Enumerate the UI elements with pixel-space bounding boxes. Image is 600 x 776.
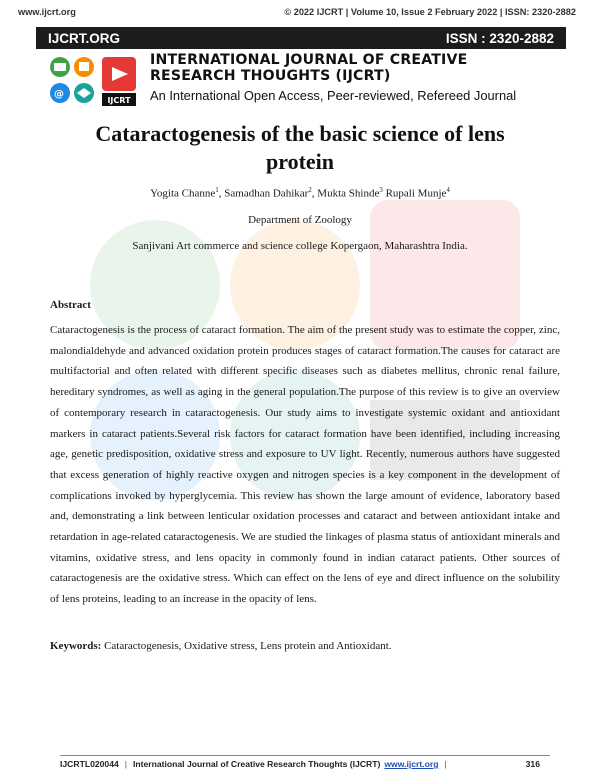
footer-separator: | xyxy=(444,759,447,769)
page-footer xyxy=(60,755,550,769)
institution: Sanjivani Art commerce and science college Kopergaon, Maharashtra India. xyxy=(132,240,468,252)
keywords-label: Keywords: xyxy=(50,640,102,652)
author-list: Yogita Channe$^1$, Samadhan Dahikar$^2$, Mukta Shinde$^3$ Rupali Munje$^4$ xyxy=(150,186,450,200)
author-name: Mukta Shinde xyxy=(317,187,380,200)
svg-text:@: @ xyxy=(54,89,64,100)
author-affiliation-mark: 3 xyxy=(379,186,383,194)
site-url[interactable]: www.ijcrt.org xyxy=(18,7,76,17)
footer-link[interactable]: www.ijcrt.org xyxy=(384,759,439,769)
journal-banner xyxy=(36,27,566,49)
paper-title: Cataractogenesis of the basic science of lens protein xyxy=(95,121,505,174)
journal-name-line2: RESEARCH THOUGHTS (IJCRT) xyxy=(150,68,391,84)
svg-text:IJCRT: IJCRT xyxy=(107,96,131,105)
footer-separator: | xyxy=(124,759,127,769)
author-name: Yogita Channe xyxy=(150,187,216,200)
abstract-heading: Abstract xyxy=(50,299,91,311)
department: Department of Zoology xyxy=(248,214,352,226)
issue-info: © 2022 IJCRT | Volume 10, Issue 2 February 2022 | ISSN: 2320-2882 xyxy=(284,7,576,17)
author-affiliation-mark: 1 xyxy=(215,186,219,194)
keywords xyxy=(50,640,560,652)
keywords-value: Cataractogenesis, Oxidative stress, Lens protein and Antioxidant. xyxy=(101,640,392,652)
author-name: Samadhan Dahikar xyxy=(224,187,309,200)
banner-issn: ISSN : 2320-2882 xyxy=(445,30,554,46)
author-affiliation-mark: 4 xyxy=(446,186,450,194)
abstract-text: Cataractogenesis is the process of cataract formation. The aim of the present study was to estimate the copper, zinc, malondialdehyde and advanced oxidation protein produces stages of cataract formation.The causes for cataract are multifactorial and often related with different specific diseases such as diabetes mellitus, chronic renal failure, hereditary syndromes, as well as aging in the general population.The purpose of this review is to give an overview of contemporary research in cataractogenesis. Our study aims to investigate systemic oxidant and antioxidant markers in cataract patients.Several risk factors for cataract formation have been identified, including increasing age, genetic predisposition, oxidative stress and exposure to UV light. Recently, numerous authors have suggested that excess generation of highly reactive oxygen and nitrogen species is a key component in the development of complications invoked by hyperglycemia. This review has shown the large amount of evidence, laboratory based and, demonstrating a link between lenticular oxidation processes and cataract and between antioxidant intake and retardation in age-related cataractogenesis. We are studied the linkages of plasma status of antioxidant minerals and vitamins, oxidative stress, and lens opacity in commonly found in indian cataract patients. Other sources of cataractogenesis are the oxidative stress. Which can effect on the lens of eye and direct influence on the solubility of lens proteins, leading to an increase in the opacity of lens. xyxy=(50,324,560,606)
journal-name-line1: INTERNATIONAL JOURNAL OF CREATIVE xyxy=(150,52,468,68)
journal-tagline: An International Open Access, Peer-reviewed, Refereed Journal xyxy=(150,88,517,103)
author-name: Rupali Munje xyxy=(385,187,447,200)
running-header xyxy=(18,5,576,19)
page-number: 316 xyxy=(525,759,540,769)
footer-journal: International Journal of Creative Research Thoughts (IJCRT) xyxy=(133,759,381,769)
article-code: IJCRTL020044 xyxy=(60,759,119,769)
banner-site: IJCRT.ORG xyxy=(48,30,121,46)
journal-name xyxy=(150,52,570,84)
ijcrt-logo-icon xyxy=(46,53,144,109)
author-affiliation-mark: 2 xyxy=(308,186,312,194)
